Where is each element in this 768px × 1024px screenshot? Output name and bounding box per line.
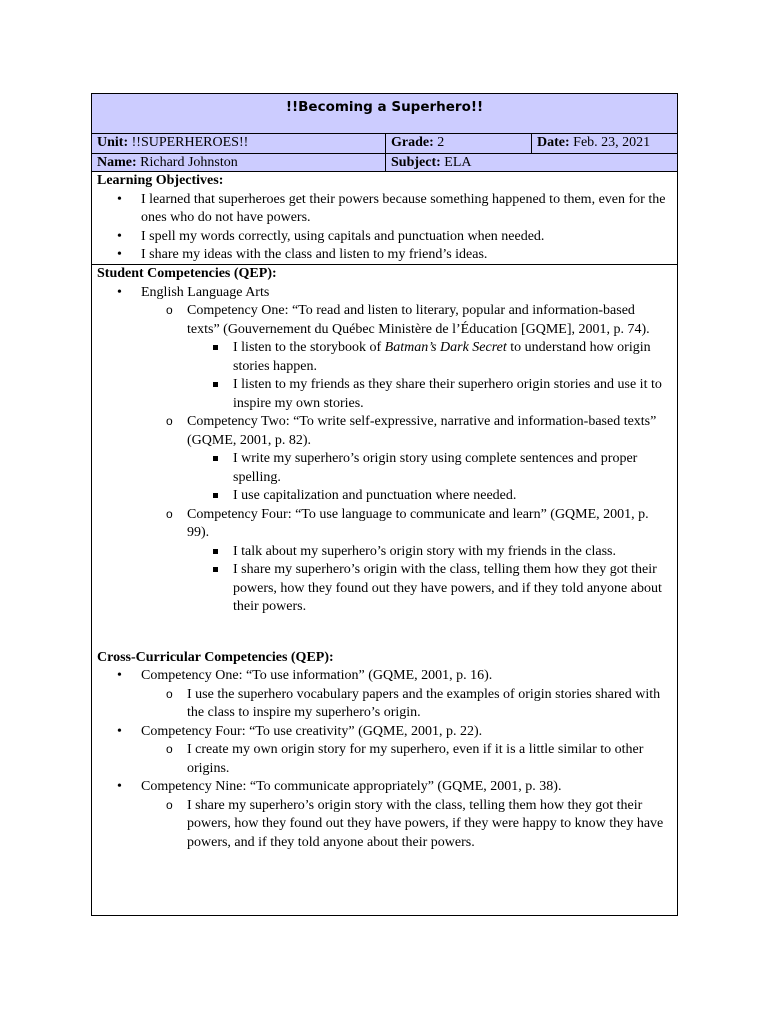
objective-list xyxy=(141,543,671,617)
list-item: • I spell my words correctly, using capitals and punctuation when needed. xyxy=(92,228,677,247)
subject-label: Subject: xyxy=(391,155,441,170)
competency-list xyxy=(92,741,671,778)
competency-list xyxy=(92,302,671,617)
student-competencies-heading: Student Competencies (QEP): xyxy=(97,266,277,281)
list-item: I listen to my friends as they share their superhero origin stories and use it to inspire my own stories. xyxy=(187,376,671,413)
competency-text: Competency Four: “To use language to communicate and learn” (GQME, 2001, p. 99). xyxy=(187,506,649,540)
list-item: I use capitalization and punctuation where needed. xyxy=(187,487,671,506)
subject-cell xyxy=(386,154,679,171)
list-item xyxy=(141,506,671,617)
date-cell xyxy=(532,134,679,153)
competency-text: Competency One: “To use information” (GQME, 2001, p. 16). xyxy=(141,668,493,683)
item-text: to understand how origin stories happen. xyxy=(233,340,651,374)
list-item: • I share my ideas with the class and listen to my friend’s ideas. xyxy=(92,246,677,265)
list-item: I share my superhero’s origin with the class, telling them how they got their powers, how they found out they have powers, and if they told anyone about their powers. xyxy=(187,561,671,617)
list-item: I talk about my superhero’s origin story with my friends in the class. xyxy=(187,543,671,562)
name-cell xyxy=(92,154,386,171)
student-competencies-list xyxy=(92,284,677,617)
name-label: Name: xyxy=(97,155,137,170)
subject-value: ELA xyxy=(444,155,472,170)
grade-label: Grade: xyxy=(391,135,434,150)
unit-value: !!SUPERHEROES!! xyxy=(131,135,249,150)
header-row-2 xyxy=(92,154,677,172)
learning-objectives-section xyxy=(92,172,677,265)
item-text: I listen to the storybook of xyxy=(233,340,385,355)
competency-text: Competency Four: “To use creativity” (GQME, 2001, p. 22). xyxy=(141,723,483,739)
list-item: o I share my superhero’s origin story with the class, telling them how they got their powers, how they found out they have powers, if they were happy to know they have powers, and if they told anyone about their powers. xyxy=(141,797,671,853)
document-title: !!Becoming a Superhero!! xyxy=(92,94,677,134)
learning-objectives-list xyxy=(92,191,677,265)
competency-text: Competency Two: “To write self-expressive, narrative and information-based texts” (GQME, 2001, p. 82). xyxy=(187,414,657,448)
list-item: I write my superhero’s origin story using complete sentences and proper spelling. xyxy=(187,450,671,487)
list-item xyxy=(141,413,671,506)
list-item xyxy=(187,339,671,376)
unit-label: Unit: xyxy=(97,135,129,150)
lesson-plan-document xyxy=(91,93,678,916)
spacer xyxy=(92,617,677,649)
competency-text: Competency Nine: “To communicate appropriately” (GQME, 2001, p. 38). xyxy=(141,779,562,794)
date-value: Feb. 23, 2021 xyxy=(573,135,651,150)
competency-list xyxy=(92,797,671,853)
grade-value: 2 xyxy=(437,135,445,150)
objective-list xyxy=(141,450,671,506)
unit-cell xyxy=(92,134,386,153)
learning-objectives-heading: Learning Objectives: xyxy=(97,173,224,188)
name-value: Richard Johnston xyxy=(140,155,238,170)
cross-curricular-heading: Cross-Curricular Competencies (QEP): xyxy=(97,649,334,665)
book-title: Batman’s Dark Secret xyxy=(384,340,507,355)
list-item xyxy=(141,302,671,413)
competency-list xyxy=(92,686,671,723)
cross-curricular-list xyxy=(92,667,677,852)
list-item: o I create my own origin story for my superhero, even if it is a little similar to other origins. xyxy=(141,741,671,778)
list-item xyxy=(92,778,677,852)
subject-area: English Language Arts xyxy=(141,284,270,300)
student-competencies-section xyxy=(92,265,677,852)
date-label: Date: xyxy=(537,135,570,150)
objective-list xyxy=(141,339,671,413)
grade-cell xyxy=(386,134,532,153)
list-item: o I use the superhero vocabulary papers and the examples of origin stories shared with the class to inspire my superhero’s origin. xyxy=(141,686,671,723)
list-item: • I learned that superheroes get their powers because something happened to them, even for the ones who do not have powers. xyxy=(92,191,677,228)
list-item xyxy=(92,723,677,779)
competency-text: Competency One: “To read and listen to literary, popular and information-based texts” (Gouvernement du Québec Ministère de l’Éducation [GQME], 2001, p. 74). xyxy=(187,303,650,337)
list-item xyxy=(92,667,677,723)
header-row-1 xyxy=(92,134,677,154)
list-item xyxy=(92,284,677,617)
